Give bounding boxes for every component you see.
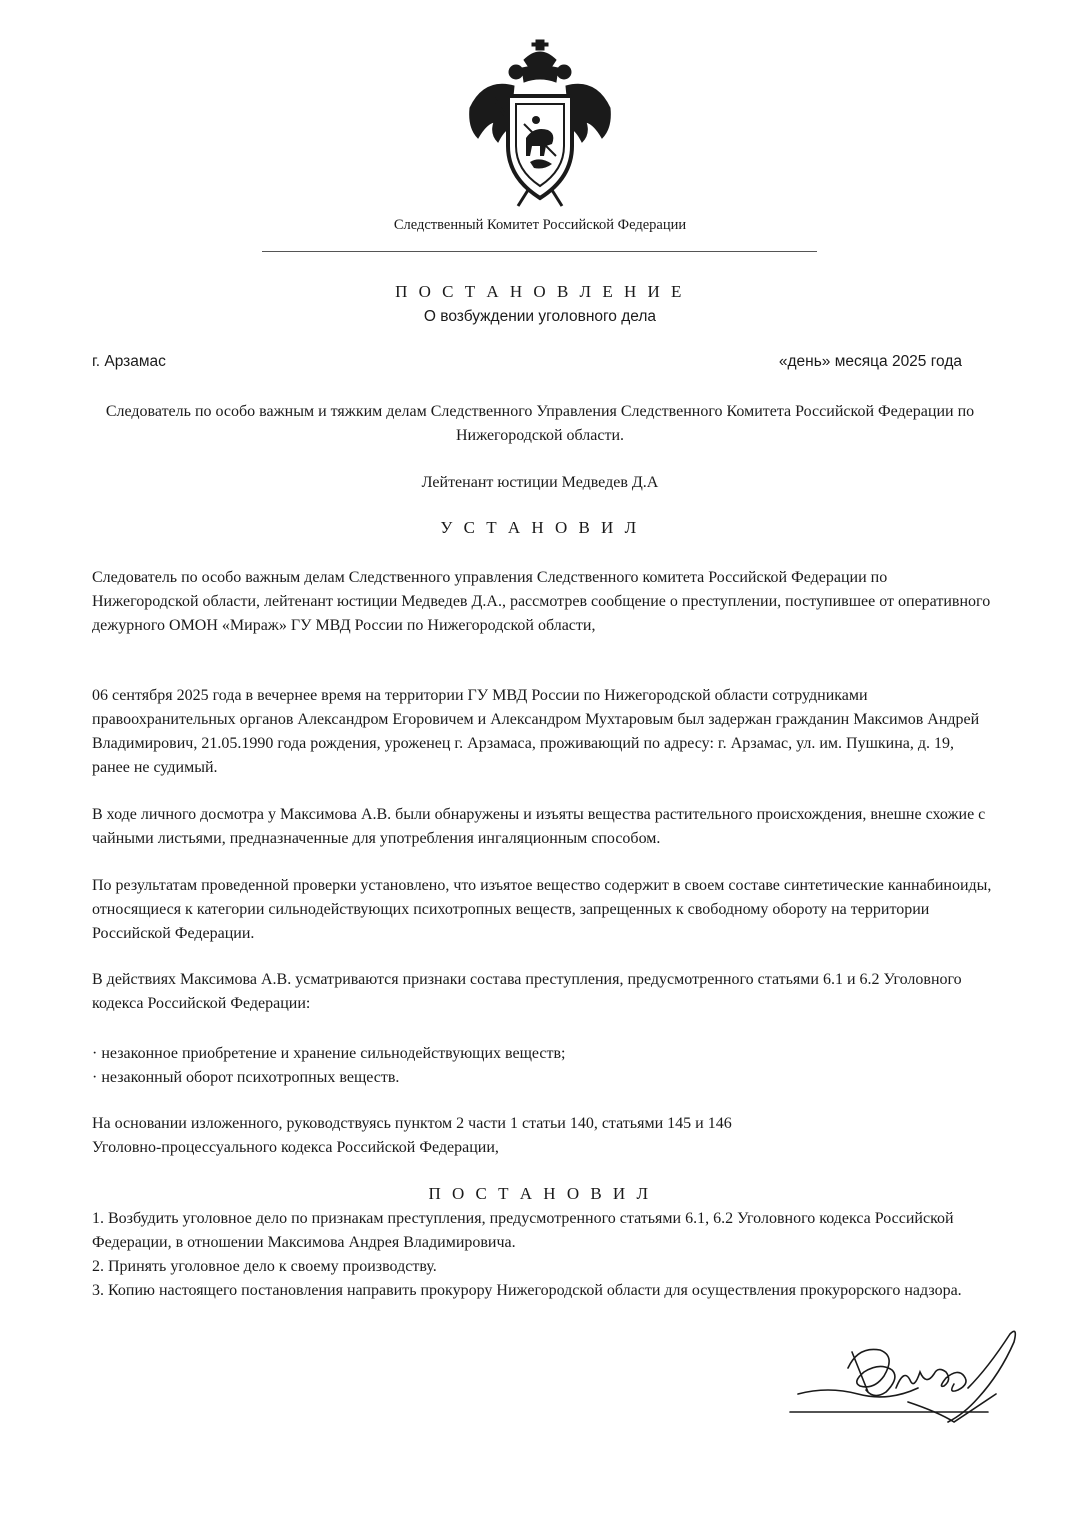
legal-basis-line: На основании изложенного, руководствуясь пунктом 2 части 1 статьи 140, статьями 145 и 146 bbox=[92, 1115, 732, 1132]
resolution-item: 1. Возбудить уголовное дело по признакам преступления, предусмотренного статьями 6.1, 6.2 Уголовного кодекса Российской Федерации, в отношении Максимова Андрея Владимировича. bbox=[92, 1210, 954, 1251]
document-date: «день» месяца 2025 года bbox=[778, 353, 962, 370]
handwritten-signature-icon bbox=[788, 1328, 1028, 1424]
charge-item: · незаконный оборот психотропных веществ. bbox=[92, 1069, 400, 1086]
organization-name: Следственный Комитет Российской Федерации bbox=[393, 217, 687, 233]
paragraph-findings: По результатам проведенной проверки установлено, что изъятое вещество содержит в своем составе синтетические каннабиноиды, относящиеся к категории сильнодействующих психотропных веществ, запрещенных к свободному обороту на территории Российской Федерации. bbox=[92, 877, 992, 942]
author-name: Лейтенант юстиции Медведев Д.А bbox=[421, 474, 659, 491]
paragraph-charges: В действиях Максимова А.В. усматриваются признаки состава преступления, предусмотренного статьями 6.1 и 6.2 Уголовного кодекса Российской Федерации: bbox=[92, 971, 962, 1012]
paragraph-search: В ходе личного досмотра у Максимова А.В. были обнаружены и изъяты вещества растительного происхождения, внешне схожие с чайными листьями, предназначенные для употребления ингаляционным способом. bbox=[92, 806, 986, 847]
charge-item: · незаконное приобретение и хранение сильнодействующих веществ; bbox=[92, 1045, 566, 1062]
document-subtitle: О возбуждении уголовного дела bbox=[423, 308, 657, 325]
author-position: Следователь по особо важным и тяжким делам Следственного Управления Следственного Комитета Российской Федерации по Нижегородской области. bbox=[105, 403, 975, 444]
document-city: г. Арзамас bbox=[92, 353, 166, 370]
charge-list bbox=[92, 1042, 992, 1090]
resolution-item: 3. Копию настоящего постановления направить прокурору Нижегородской области для осуществления прокурорского надзора. bbox=[92, 1282, 962, 1299]
investigative-committee-emblem-icon bbox=[464, 38, 616, 210]
legal-basis bbox=[92, 1112, 992, 1160]
header-divider bbox=[262, 251, 817, 252]
paragraph-intro: Следователь по особо важным делам Следственного управления Следственного комитета Российской Федерации по Нижегородской области, лейтенант юстиции Медведев Д.А., рассмотрев сообщение о преступлении, поступившее от оперативного дежурного ОМОН «Мираж» ГУ МВД России по Нижегородской области, bbox=[92, 569, 991, 634]
resolved-heading: П О С Т А Н О В И Л bbox=[428, 1184, 652, 1203]
resolution-list bbox=[92, 1207, 992, 1303]
resolution-item: 2. Принять уголовное дело к своему производству. bbox=[92, 1258, 437, 1275]
paragraph-detention: 06 сентября 2025 года в вечернее время на территории ГУ МВД России по Нижегородской области сотрудниками правоохранительных органов Александром Егоровичем и Александром Мухтаровым был задержан гражданин Максимов Андрей Владимирович, 21.05.1990 года рождения, уроженец г. Арзамаса, проживающий по адресу: г. Арзамас, ул. им. Пушкина, д. 19, ранее не судимый. bbox=[92, 687, 980, 776]
legal-basis-line: Уголовно-процессуального кодекса Российской Федерации, bbox=[92, 1139, 499, 1156]
document-title: П О С Т А Н О В Л Е Н И Е bbox=[395, 282, 685, 301]
established-heading: У С Т А Н О В И Л bbox=[440, 518, 640, 537]
